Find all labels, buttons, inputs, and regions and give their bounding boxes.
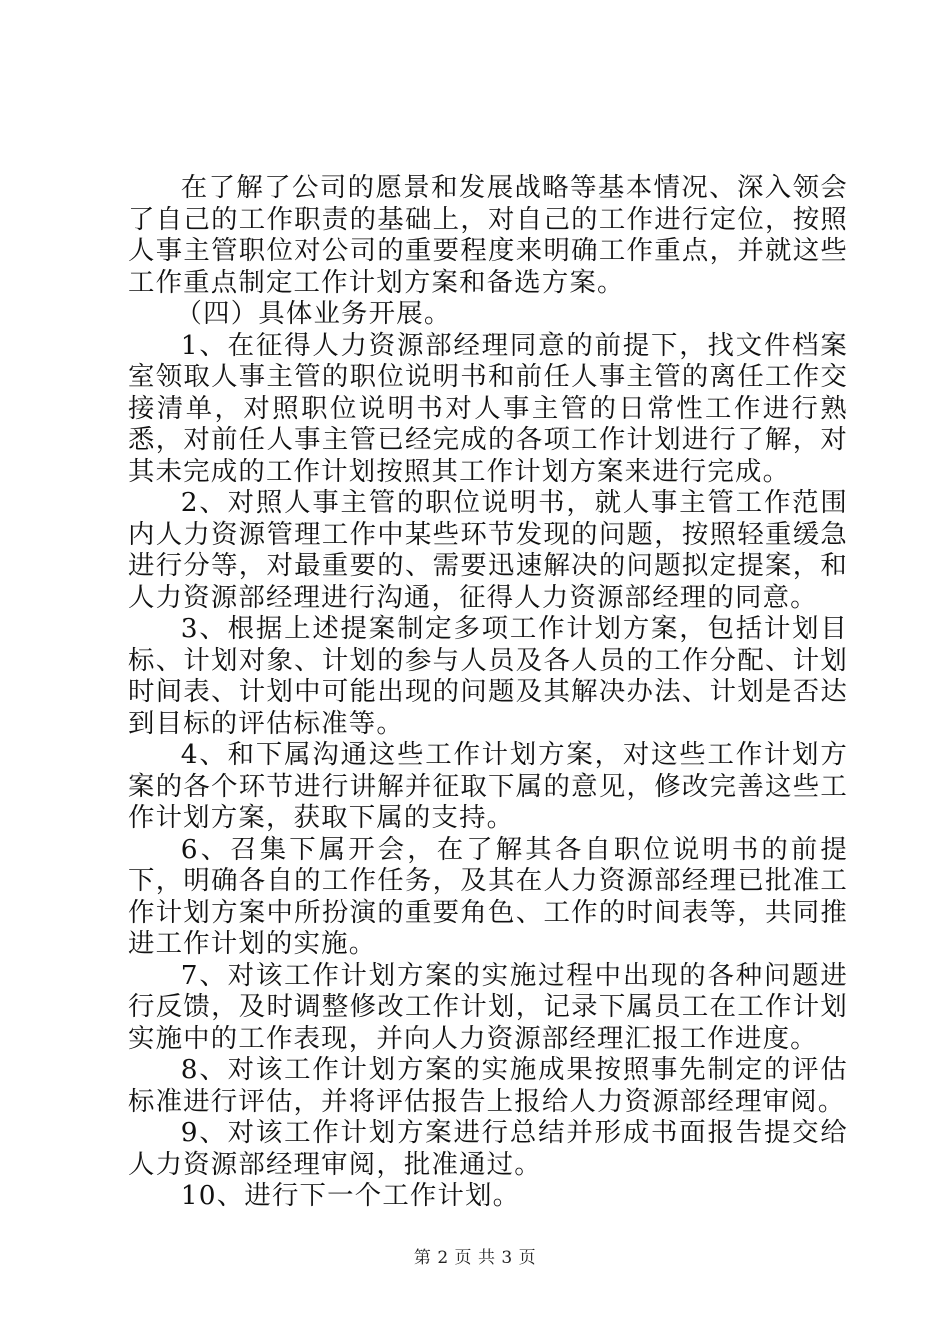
list-item: 6、召集下属开会，在了解其各自职位说明书的前提下，明确各自的工作任务，及其在人力资源部经理已批准工作计划方案中所扮演的重要角色、工作的时间表等，共同推进工作计划的实施。 (128, 833, 848, 959)
section-heading: （四）具体业务开展。 (175, 298, 452, 329)
list-item: 4、和下属沟通这些工作计划方案，对这些工作计划方案的各个环节进行讲解并征取下属的意见，修改完善这些工作计划方案，获取下属的支持。 (128, 739, 848, 833)
list-item: 9、对该工作计划方案进行总结并形成书面报告提交给人力资源部经理审阅，批准通过。 (128, 1117, 848, 1180)
document-body (128, 172, 848, 1212)
list-item: 2、对照人事主管的职位说明书，就人事主管工作范围内人力资源管理工作中某些环节发现的问题，按照轻重缓急进行分等，对最重要的、需要迅速解决的问题拟定提案，和人力资源部经理进行沟通，征得人力资源部经理的同意。 (128, 487, 848, 613)
page-number-footer: 第 2 页 共 3 页 (413, 1248, 537, 1268)
list-item: 8、对该工作计划方案的实施成果按照事先制定的评估标准进行评估，并将评估报告上报给人力资源部经理审阅。 (128, 1054, 848, 1117)
list-item: 3、根据上述提案制定多项工作计划方案，包括计划目标、计划对象、计划的参与人员及各人员的工作分配、计划时间表、计划中可能出现的问题及其解决办法、计划是否达到目标的评估标准等。 (128, 613, 848, 739)
paragraph-intro: 在了解了公司的愿景和发展战略等基本情况、深入领会了自己的工作职责的基础上，对自己的工作进行定位，按照人事主管职位对公司的重要程度来明确工作重点，并就这些工作重点制定工作计划方案和备选方案。 (128, 172, 848, 298)
list-item: 1、在征得人力资源部经理同意的前提下，找文件档案室领取人事主管的职位说明书和前任人事主管的离任工作交接清单，对照职位说明书对人事主管的日常性工作进行熟悉，对前任人事主管已经完成的各项工作计划进行了解，对其未完成的工作计划按照其工作计划方案来进行完成。 (128, 329, 848, 487)
list-item: 7、对该工作计划方案的实施过程中出现的各种问题进行反馈，及时调整修改工作计划，记录下属员工在工作计划实施中的工作表现，并向人力资源部经理汇报工作进度。 (128, 959, 848, 1054)
list-item: 10、进行下一个工作计划。 (180, 1180, 521, 1211)
